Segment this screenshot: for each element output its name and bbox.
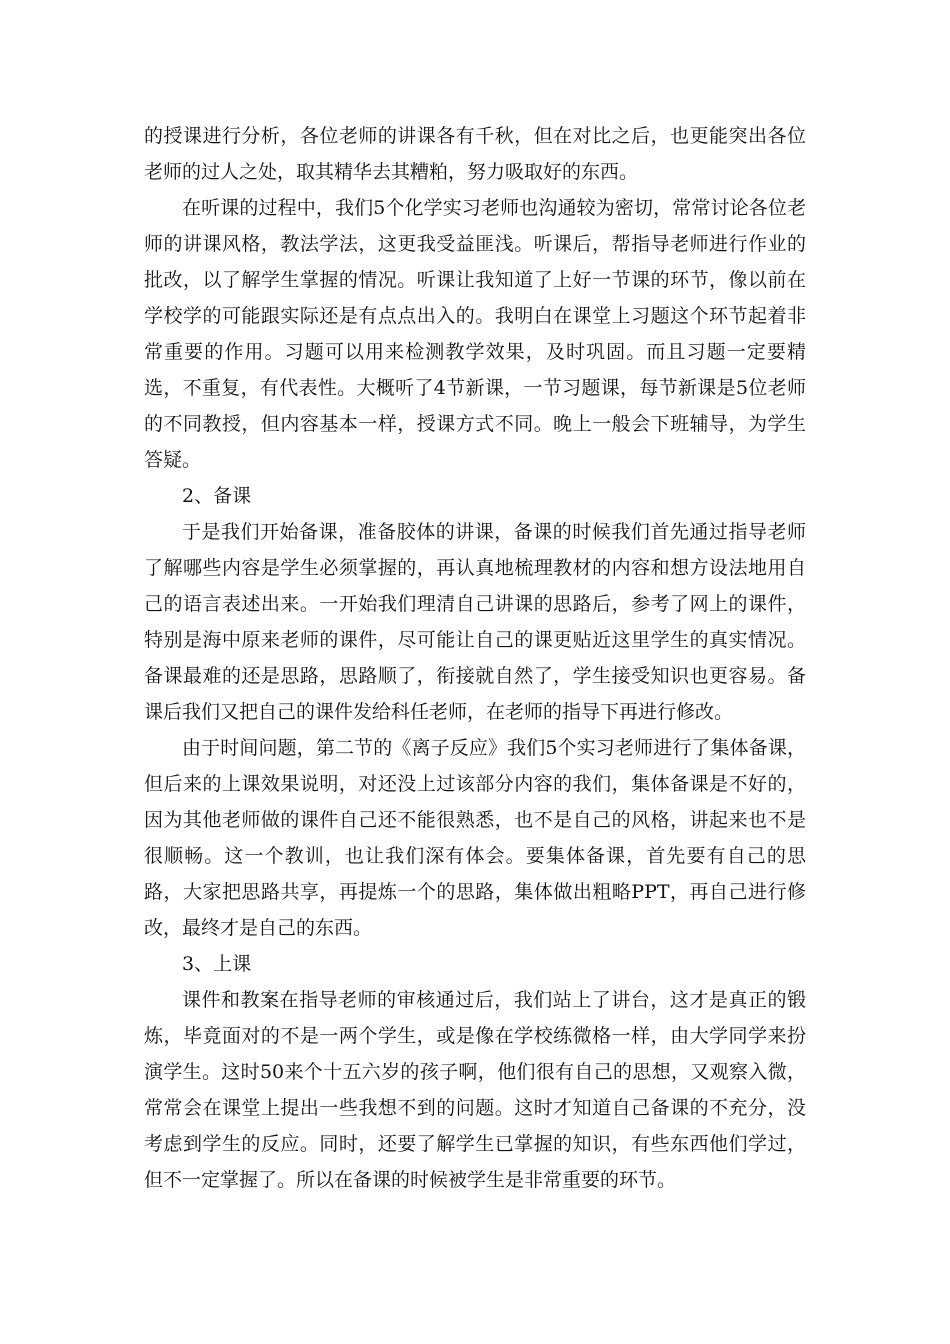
paragraph-group-prep: 由于时间问题，第二节的《离子反应》我们5个实习老师进行了集体备课，但后来的上课效果说明，对还没上过该部分内容的我们，集体备课是不好的，因为其他老师做的课件自己还不能很熟悉，也不是自己的风格，讲起来也不是很顺畅。这一个教训，也让我们深有体会。要集体备课，首先要有自己的思路，大家把思路共享，再提炼一个的思路，集体做出粗略PPT，再自己进行修改，最终才是自己的东西。 (144, 737, 806, 939)
section-heading-teaching: 3、上课 (182, 953, 252, 975)
paragraph-lesson-prep: 于是我们开始备课，准备胶体的讲课，备课的时候我们首先通过指导老师了解哪些内容是学生必须掌握的，再认真地梳理教材的内容和想方设法地用自己的语言表述出来。一开始我们理清自己讲课的思路后，参考了网上的课件，特别是海中原来老师的课件，尽可能让自己的课更贴近这里学生的真实情况。备课最难的还是思路，思路顺了，衔接就自然了，学生接受知识也更容易。备课后我们又把自己的课件发给科任老师，在老师的指导下再进行修改。 (144, 521, 806, 723)
section-heading-lesson-prep: 2、备课 (182, 485, 252, 507)
paragraph-teaching: 课件和教案在指导老师的审核通过后，我们站上了讲台，这才是真正的锻炼，毕竟面对的不是一两个学生，或是像在学校练微格一样，由大学同学来扮演学生。这时50来个十五六岁的孩子啊，他们很有自己的思想，又观察入微，常常会在课堂上提出一些我想不到的问题。这时才知道自己备课的不充分，没考虑到学生的反应。同时，还要了解学生已掌握的知识，有些东西他们学过，但不一定掌握了。所以在备课的时候被学生是非常重要的环节。 (144, 989, 806, 1191)
document-body (144, 118, 806, 1198)
paragraph-listening: 在听课的过程中，我们5个化学实习老师也沟通较为密切，常常讨论各位老师的讲课风格，教法学法，这更我受益匪浅。听课后，帮指导老师进行作业的批改，以了解学生掌握的情况。听课让我知道了上好一节课的环节，像以前在学校学的可能跟实际还是有点点出入的。我明白在课堂上习题这个环节起着非常重要的作用。习题可以用来检测教学效果，及时巩固。而且习题一定要精选，不重复，有代表性。大概听了4节新课，一节习题课，每节新课是5位老师的不同教授，但内容基本一样，授课方式不同。晚上一般会下班辅导，为学生答疑。 (144, 197, 806, 471)
paragraph-continued: 的授课进行分析，各位老师的讲课各有千秋，但在对比之后，也更能突出各位老师的过人之处，取其精华去其糟粕，努力吸取好的东西。 (144, 125, 806, 183)
